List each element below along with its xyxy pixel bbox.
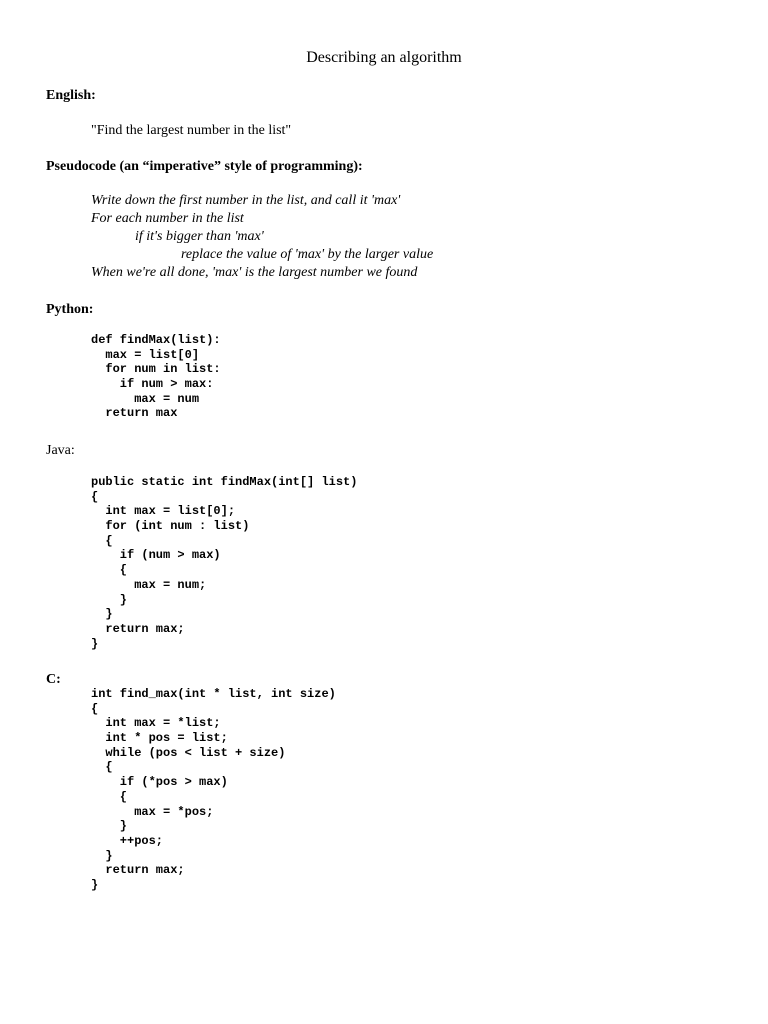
english-heading: English: (46, 88, 96, 103)
java-code-block (91, 475, 357, 651)
code-line: return max; (91, 863, 185, 878)
code-line: int max = list[0]; (91, 504, 236, 519)
code-line: if (num > max) (91, 548, 221, 563)
code-line: { (91, 533, 113, 548)
code-line: def findMax(list): (91, 333, 221, 347)
english-text: "Find the largest number in the list" (91, 123, 292, 138)
code-line: for num in list: (91, 362, 221, 377)
c-code-block (91, 687, 336, 893)
pseudocode-heading: Pseudocode (an “imperative” style of programming): (46, 159, 363, 174)
code-line: public static int findMax(int[] list) (91, 475, 358, 489)
code-line: max = num (91, 391, 200, 406)
c-heading: C: (46, 672, 61, 687)
python-heading: Python: (46, 302, 94, 317)
code-line: } (91, 877, 99, 892)
page-title: Describing an algorithm (306, 49, 462, 66)
code-line: return max (91, 406, 178, 421)
code-line: if (*pos > max) (91, 775, 228, 790)
code-line: } (91, 607, 113, 622)
java-heading: Java: (46, 443, 75, 458)
code-line: { (91, 701, 99, 716)
code-line: if num > max: (91, 377, 214, 392)
code-line: } (91, 636, 99, 651)
code-line: ++pos; (91, 833, 164, 848)
code-line: int * pos = list; (91, 731, 228, 746)
code-line: max = *pos; (91, 804, 214, 819)
pseudocode-line: Write down the first number in the list, and call it 'max' (91, 193, 401, 208)
code-line: max = list[0] (91, 347, 200, 362)
python-code-block (91, 333, 221, 421)
pseudocode-line: replace the value of 'max' by the larger value (181, 247, 434, 262)
pseudocode-line: if it's bigger than 'max' (135, 229, 264, 244)
pseudocode-block (91, 192, 433, 282)
code-line: while (pos < list + size) (91, 745, 286, 760)
pseudocode-line: When we're all done, 'max' is the largest number we found (91, 265, 418, 280)
code-line: { (91, 760, 113, 775)
code-line: max = num; (91, 577, 207, 592)
code-line: return max; (91, 621, 185, 636)
pseudocode-line: For each number in the list (91, 211, 244, 226)
code-line: { (91, 489, 99, 504)
code-line: { (91, 563, 128, 578)
code-line: int max = *list; (91, 716, 221, 731)
code-line: } (91, 848, 113, 863)
code-line: for (int num : list) (91, 519, 250, 534)
code-line: } (91, 819, 128, 834)
code-line: } (91, 592, 128, 607)
code-line: { (91, 789, 128, 804)
code-line: int find_max(int * list, int size) (91, 687, 336, 701)
